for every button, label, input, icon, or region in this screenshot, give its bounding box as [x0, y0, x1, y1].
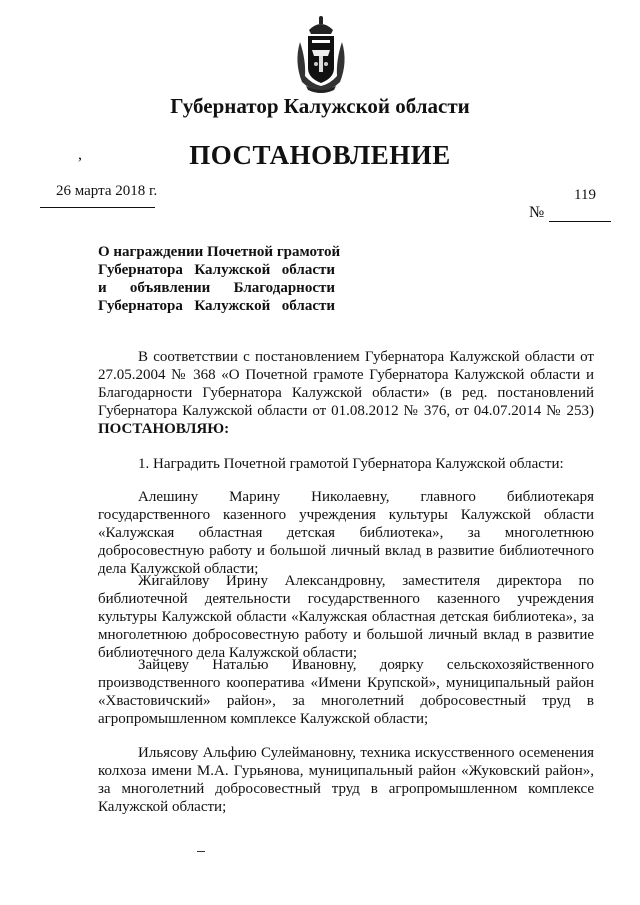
subject-line: и объявлении Благодарности [98, 280, 335, 296]
document-number: 119 [574, 187, 596, 203]
document-date: 26 марта 2018 г. [56, 183, 158, 199]
kaluga-coat-of-arms-icon [292, 16, 350, 94]
subject-line: Губернатора Калужской области [98, 298, 335, 314]
recipient-paragraph: Алешину Марину Николаевну, главного библиотекаря государственного казенного учреждения культуры Калужской области «Калужская областная детская библиотека», за многолетнюю добросовестную работу и большой личный вклад в развитие библиотечного дела Калужской области; [98, 489, 594, 577]
decree-word: ПОСТАНОВЛЯЮ: [98, 421, 230, 437]
recipient-paragraph: Зайцеву Наталью Ивановну, доярку сельскохозяйственного производственного кооператива «Имени Крупской», муниципальный район «Хвастовичский» район», за многолетний добросовестный труд в агропромышленном комплексе Калужской области; [98, 657, 594, 727]
number-label: № [529, 204, 545, 221]
number-underline [549, 221, 611, 222]
stray-mark: , [78, 146, 82, 163]
recipient-paragraph: Ильясову Альфию Сулеймановну, техника искусственного осеменения колхоза имени М.А. Гурьянова, муниципальный район «Жуковский район», за многолетний добросовестный труд в агропромышленном комплексе Калужской области; [98, 745, 594, 815]
document-type: ПОСТАНОВЛЕНИЕ [189, 140, 451, 170]
subject-line: О награждении Почетной грамотой [98, 244, 341, 260]
preamble-text: В соответствии с постановлением Губернатора Калужской области от 27.05.2004 № 368 «О Почетной грамоте Губернатора Калужской области и Благодарности Губернатора Калужской области» (в ред. постановлений Губернатора Калужской области от 01.08.2012 № 376, от 04.07.2014 № 253) [98, 349, 594, 419]
date-underline [40, 207, 155, 208]
subject-line: Губернатора Калужской области [98, 262, 335, 278]
item-1-heading: 1. Наградить Почетной грамотой Губернатора Калужской области: [138, 456, 564, 472]
issuer-title: Губернатор Калужской области [170, 94, 470, 118]
recipient-paragraph: Жигайлову Ирину Александровну, заместителя директора по библиотечной деятельности государственного казенного учреждения культуры Калужской области «Калужская областная детская библиотека», за многолетнюю добросовестную работу и большой личный вклад в развитие библиотечного дела Калужской области; [98, 573, 594, 661]
page-mark [197, 851, 205, 852]
document-subject [98, 243, 341, 315]
preamble-paragraph [98, 348, 594, 438]
